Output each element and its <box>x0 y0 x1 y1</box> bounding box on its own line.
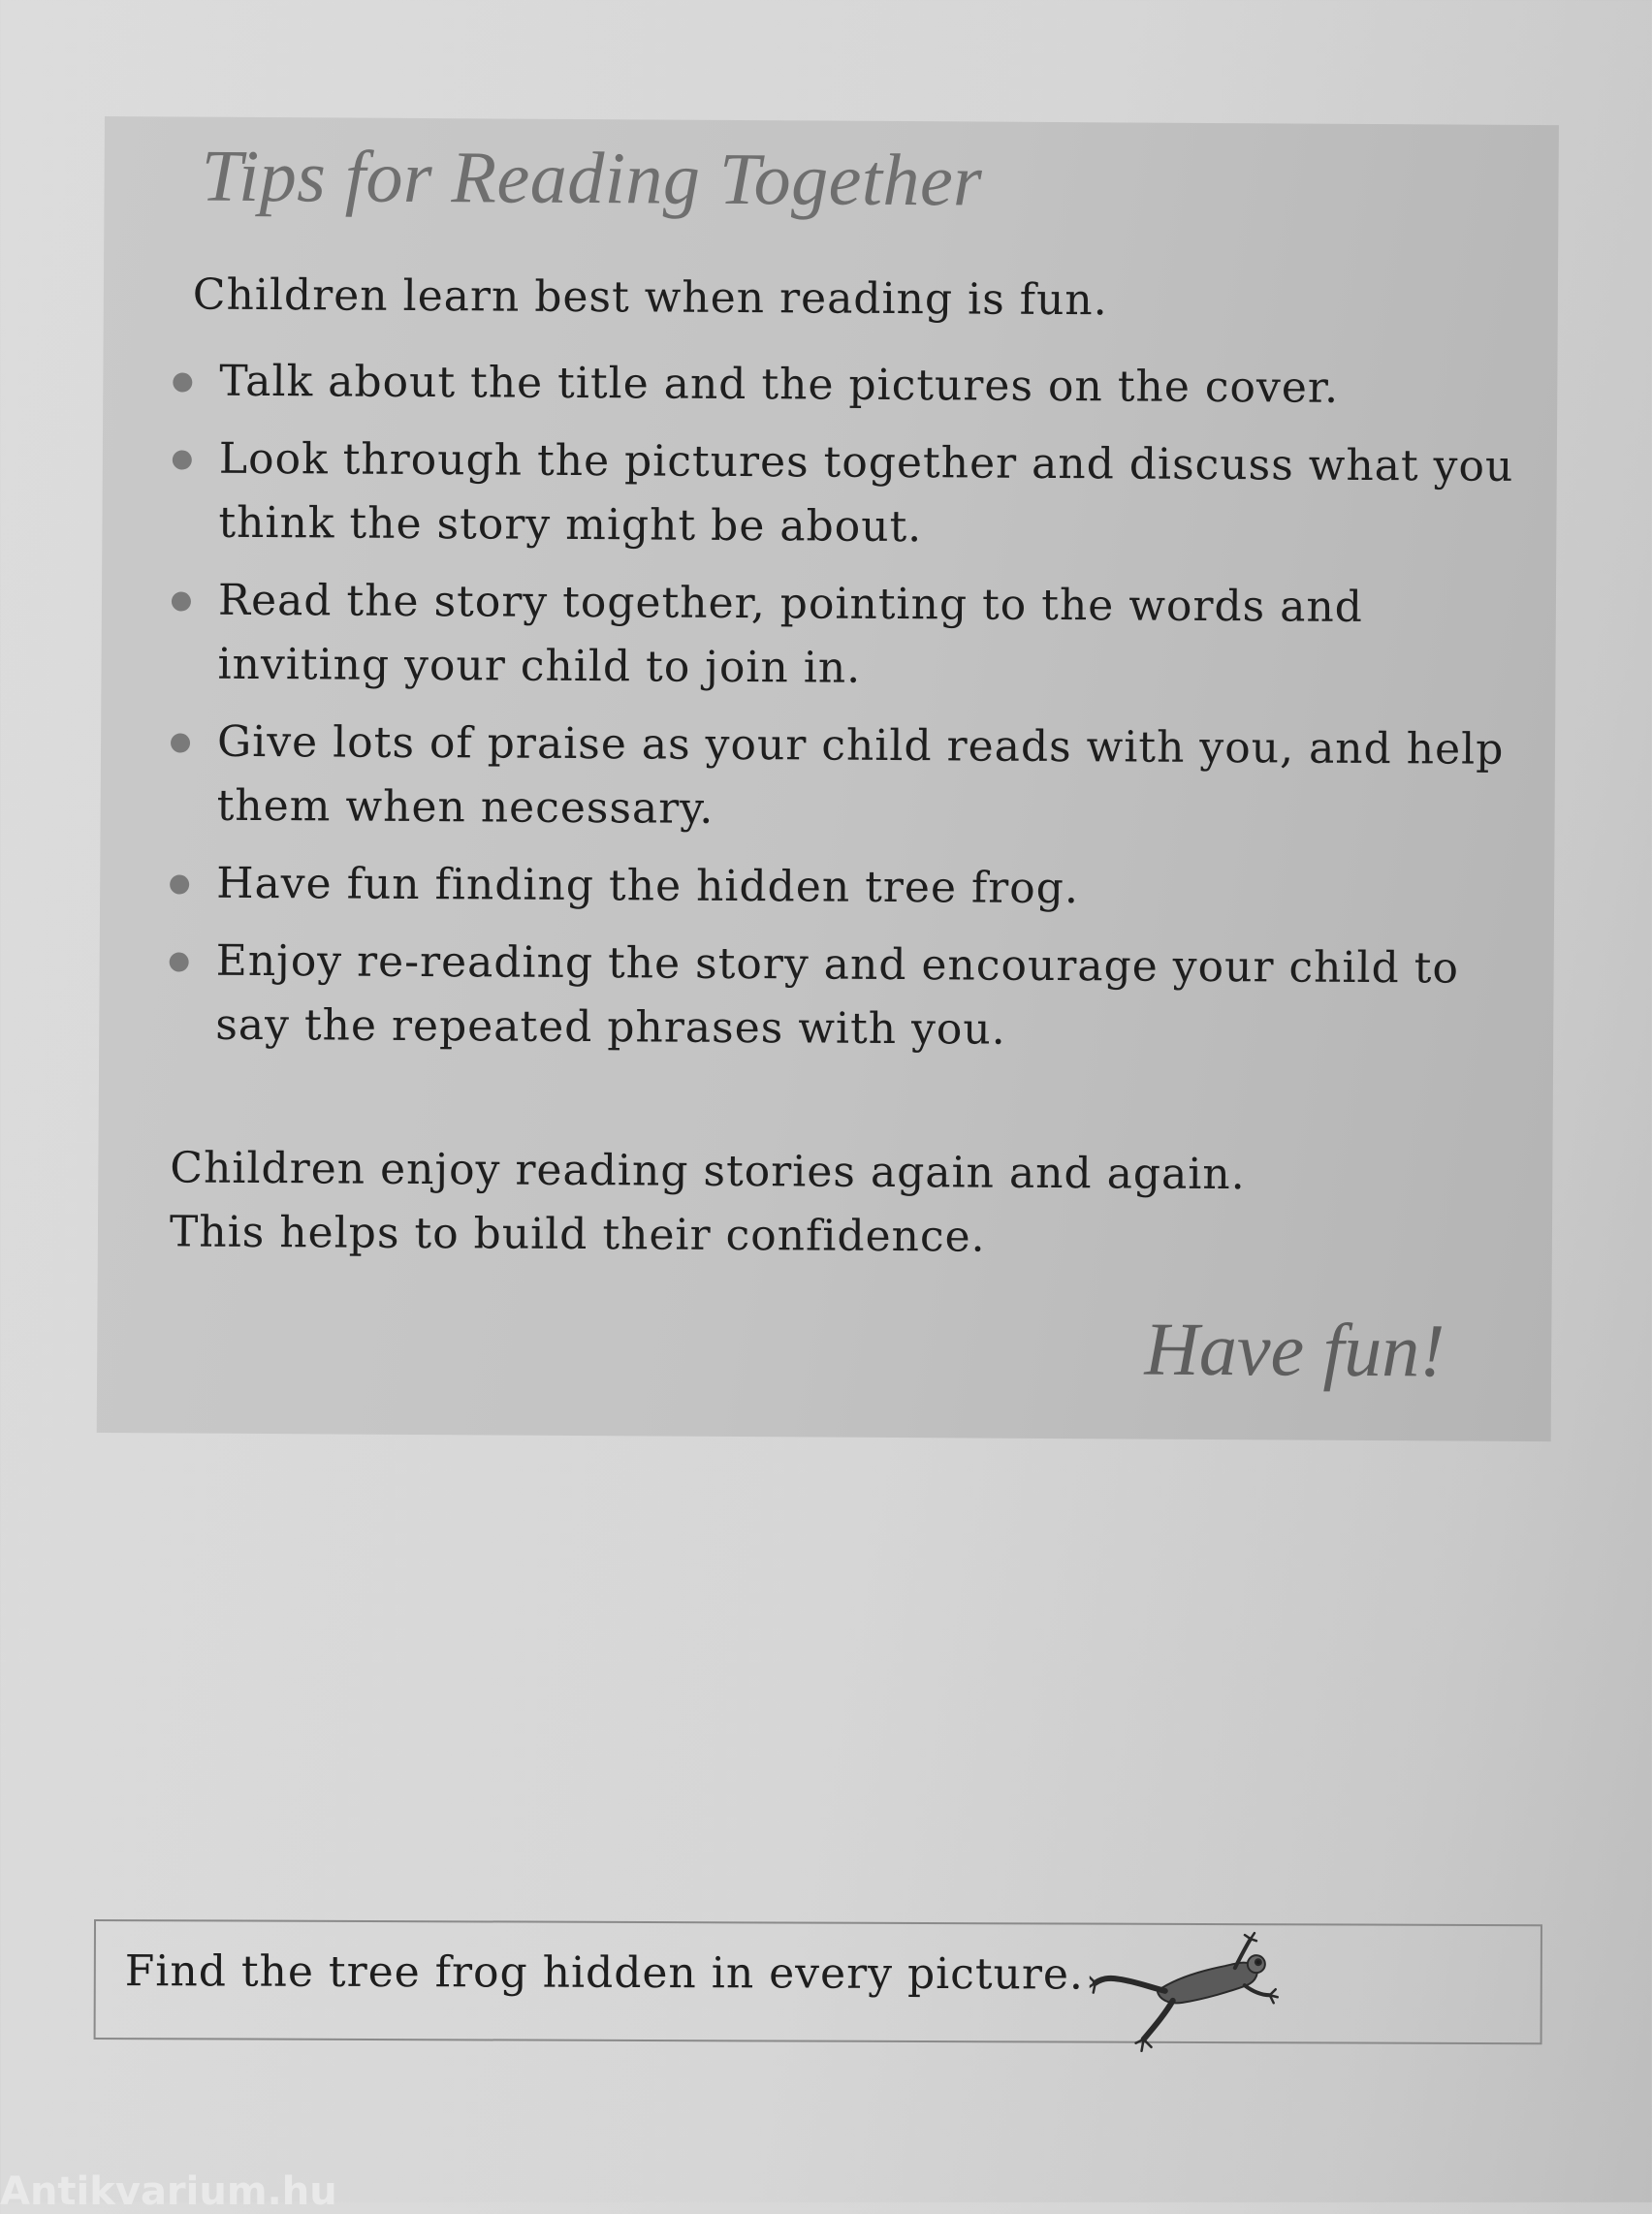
tree-frog-icon <box>1090 1931 1284 2058</box>
bullet-icon <box>170 952 189 971</box>
bullet-icon <box>172 591 191 611</box>
tip-text: Have fun finding the hidden tree frog. <box>216 858 1080 914</box>
bullet-icon <box>173 450 192 469</box>
tip-text: Look through the pictures together and discuss what you think the story might be about. <box>218 433 1514 553</box>
outro-line-2: This helps to build their confidence. <box>169 1207 986 1262</box>
bullet-icon <box>171 733 190 752</box>
tips-panel <box>97 116 1559 1441</box>
tip-text: Talk about the title and the pictures on the cover. <box>219 356 1340 413</box>
frog-hint-box <box>94 1919 1542 2044</box>
tips-list <box>157 349 1519 1079</box>
outro-line-1: Children enjoy reading stories again and again. <box>170 1143 1246 1200</box>
tip-item <box>160 427 1518 563</box>
frog-hint-text: Find the tree frog hidden in every picture. <box>124 1946 1085 2000</box>
watermark-text: Antikvarium.hu <box>0 2169 337 2214</box>
tip-text: Give lots of praise as your child reads with you, and help them when necessary. <box>216 716 1505 834</box>
tips-outro <box>170 1136 1246 1271</box>
closing-text: Have fun! <box>1144 1306 1446 1393</box>
bullet-icon <box>170 874 189 894</box>
bullet-icon <box>173 372 192 392</box>
tip-text: Enjoy re-reading the story and encourage your child to say the repeated phrases with you. <box>215 935 1460 1055</box>
tip-text: Read the story together, pointing to the words and inviting your child to join in. <box>217 575 1364 693</box>
tip-item <box>158 851 1515 924</box>
tip-item <box>159 568 1517 705</box>
tips-intro: Children learn best when reading is fun. <box>192 269 1108 326</box>
tip-item <box>158 710 1516 846</box>
tip-item <box>157 929 1515 1065</box>
tips-title: Tips for Reading Together <box>201 135 983 222</box>
tip-item <box>161 349 1518 422</box>
